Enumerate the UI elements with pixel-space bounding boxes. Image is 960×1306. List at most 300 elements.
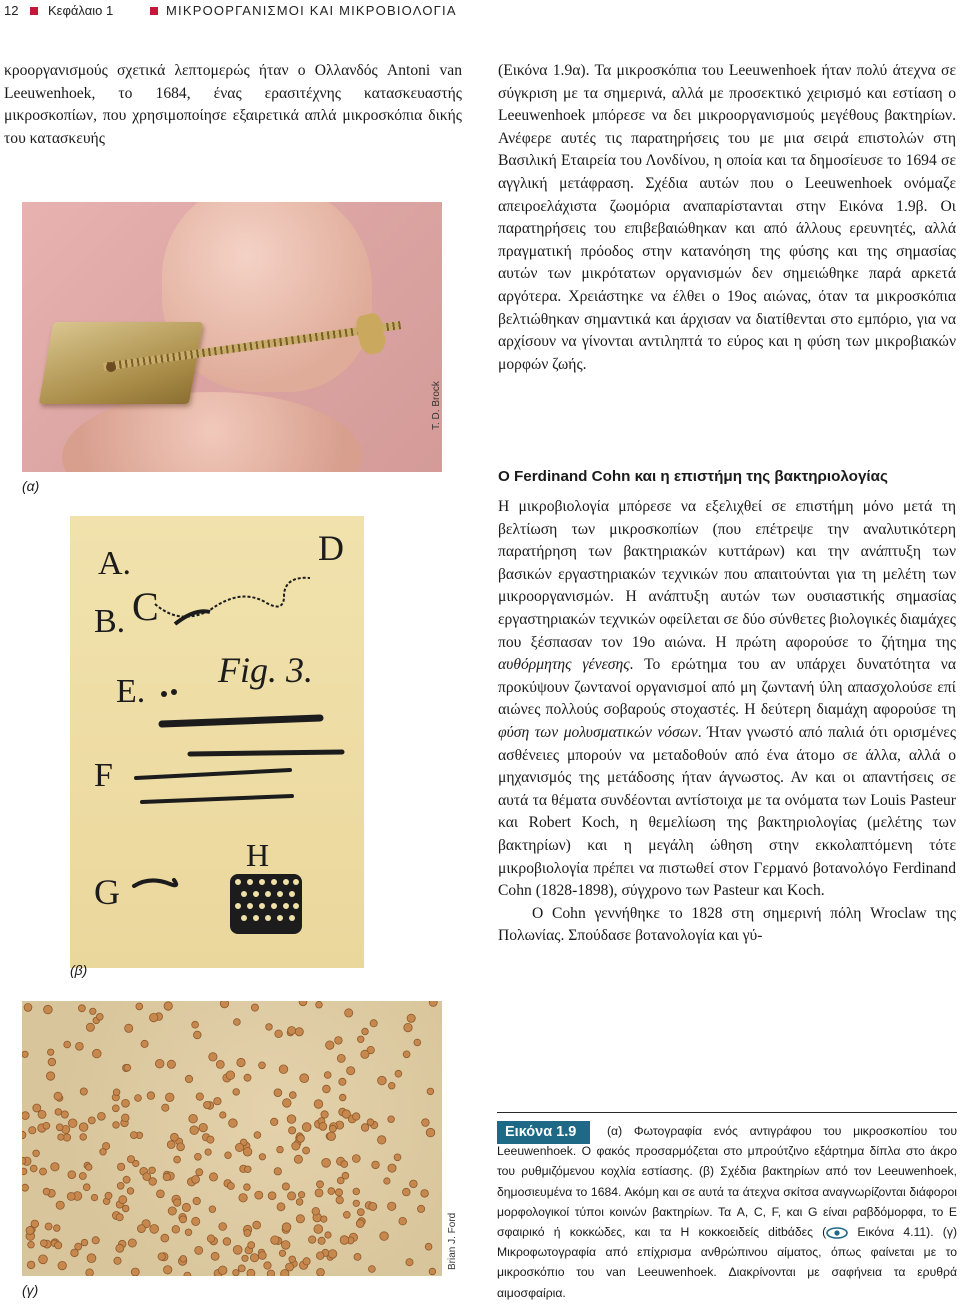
blood-cell (79, 1173, 86, 1180)
blood-cell (87, 1254, 96, 1263)
section-title: ΜΙΚΡΟΟΡΓΑΝΙΣΜΟΙ ΚΑΙ ΜΙΚΡΟΒΙΟΛΟΓΙΑ (166, 3, 457, 18)
blood-cell (289, 1092, 296, 1099)
blood-cell (300, 1074, 309, 1083)
blood-cell (250, 1254, 258, 1262)
blood-cell (22, 1131, 26, 1139)
blood-cell (356, 1220, 364, 1228)
italic-term: αυθόρμητης γένεσης (498, 656, 630, 674)
blood-cell (378, 1076, 387, 1085)
blood-cell (55, 1109, 62, 1116)
blood-cell (22, 1112, 29, 1120)
blood-cell (209, 1173, 217, 1181)
blood-cell (168, 1207, 176, 1215)
blood-cell (235, 1143, 243, 1151)
blood-cell (44, 1005, 53, 1014)
thumb-shape (62, 392, 362, 472)
blood-cell (195, 1153, 202, 1160)
blood-cell (388, 1082, 395, 1089)
blood-cell (29, 1127, 36, 1134)
blood-cell (90, 1008, 96, 1014)
blood-cell (45, 1223, 52, 1230)
blood-cell (288, 1192, 296, 1200)
blood-cell (167, 1060, 175, 1068)
blood-cell (225, 1152, 232, 1159)
blood-cell (254, 1132, 261, 1139)
drawing-caption: Fig. 3. (218, 650, 313, 690)
blood-cell (158, 1253, 165, 1260)
blood-cell (317, 1181, 324, 1188)
blood-cell (367, 1119, 374, 1126)
blood-cell (296, 1215, 304, 1223)
blood-cell (248, 1242, 255, 1249)
blood-cell (71, 1249, 79, 1257)
blood-cell (211, 1252, 219, 1260)
panel-label-c: (γ) (22, 1282, 39, 1298)
blood-cell (297, 1135, 305, 1143)
blood-cell (119, 1196, 127, 1204)
blood-cell (113, 1122, 120, 1129)
blood-cell (33, 1150, 40, 1157)
microscope-photo (22, 202, 442, 472)
figure-caption (497, 1112, 957, 1306)
caption-part: (α) Φωτογραφία ενός αντιγράφου του μικροσκοπίου του Leeuwenhoek. Ο φακός προσαρμόζεται στο μπρούτζινο εξάρτημα δίπλα στο άκρο του ρυθμιζόμενου κοχλία εστίασης. (β) Σχέδια βακτηρίων από τον Leeuwenhoek, δημοσιευμένα το 1684. Ακόμη και σε αυτά τα άτεχνα σκίτσα αναγνωρίζονται διάφοροι μορφολογικοί τύποι κοινών βακτηρίων. Τα A, C, F, και G είναι ραβδόμορφα, το E σφαιρικό ή κοκκώδες, και τα H κοκκοειδείς ditbάδες ( (497, 1124, 957, 1240)
blood-cell (127, 1156, 134, 1163)
blood-cell (127, 1188, 134, 1195)
blood-cell (404, 1023, 412, 1031)
blood-cell (253, 1221, 261, 1229)
blood-cell (209, 1053, 217, 1061)
blood-cell (171, 1133, 179, 1141)
blood-cell (370, 1020, 377, 1027)
blood-cell (399, 1217, 407, 1225)
panel-label-b: (β) (70, 962, 88, 978)
blood-cell (394, 1154, 401, 1161)
blood-cell (149, 1167, 156, 1174)
blood-cell (347, 1067, 355, 1075)
text-run: Η μικροβιολογία μπόρεσε να εξελιχθεί σε επιστήμη μόνο μετά τη βελτίωση των μικροσκοπίων (που επέτρεψε την αναλυτικότερη παρατήρηση των βακτηριακών κυττάρων) και την ανάπτυξη των βασικών εργαστηριακών τεχνικών που απαιτούνται για τη μελέτη των μικροοργανισμών. Η ανάπτυξη αυτών των ουσιαστικής σημασίας εργαστηριακών τεχνικών οφείλεται σε δύο σύνθετες βιολογικές διαμάχες που ξέσπασαν τον 19ο αιώνα. Η πρώτη αφορούσε το ζήτημα της (498, 498, 956, 651)
blood-cell (67, 1192, 75, 1200)
blood-cell (199, 1123, 207, 1131)
square-bullet-icon (30, 7, 38, 15)
blood-cell (22, 1051, 28, 1057)
blood-cell (98, 1112, 106, 1120)
blood-cell (328, 1250, 337, 1259)
lens-dot (106, 362, 116, 372)
blood-cell (220, 1112, 226, 1118)
blood-cell (244, 1074, 251, 1081)
blood-cell (54, 1225, 61, 1232)
blood-cell (418, 1205, 425, 1212)
blood-cell (105, 1192, 112, 1199)
blood-cell (43, 1188, 50, 1195)
blood-cell (114, 1257, 121, 1264)
blood-cell (216, 1060, 224, 1068)
blood-cell (26, 1227, 34, 1235)
paragraph: (Εικόνα 1.9α). Τα μικροσκόπια του Leeuwenhoek ήταν πολύ άτεχνα σε σύγκριση με τα σημερινά, αλλά με προσεκτικό χειρισμό και εστίαση ο Leeuwenhoek μπόρεσε να δει μικροοργανισμούς μεγέθους βακτηρίων. Ανέφερε αυτές τις παρατηρήσεις του με μια σειρά επιστολών στη Βασιλική Εταιρεία του Λονδίνου, η οποία και τα δημοσίευσε το 1694 σε αγγλική μετάφραση. Σχέδια αυτών που ο Leeuwenhoek ονόμαζε απειροελάχιστα ζωομόρια αναπαρίστανται στην Εικόνα 1.9β. Οι παρατηρήσεις του επιβεβαιώθηκαν και από άλλους ερευνητές, αλλά πραγματική πρόοδος στην κατανόηση της φύσης και της σημασίας αυτών των μικρότατων οργανισμών δεν σημειώθηκε παρά αρκετά αργότερα. Χρειάστηκε να έλθει ο 19ος αιώνας, όταν τα μικροσκόπια βελτιώθηκαν σημαντικά και άρχισαν να διατίθενται στο εμπόριο, για να αρχίσουν να γίνονται αντιληπτά το εύρος και η φύση των μικροβιακών μορφών ζωής. (498, 62, 956, 373)
blood-cell (147, 1092, 155, 1100)
blood-cell (117, 1163, 124, 1170)
blood-cell (384, 1178, 390, 1184)
blood-cell (292, 1142, 300, 1150)
blood-cell (150, 1225, 159, 1234)
blood-cell (266, 1024, 273, 1031)
blood-cell (259, 1062, 266, 1069)
blood-cell (316, 1252, 324, 1260)
blood-cell (337, 1054, 345, 1062)
blood-cell (24, 1004, 32, 1012)
blood-cell (314, 1225, 323, 1234)
blood-cell (303, 1258, 310, 1265)
blood-cell (172, 1226, 180, 1234)
blood-cell (80, 1134, 87, 1141)
blood-cell (277, 1203, 285, 1211)
blood-cell (196, 1093, 203, 1100)
blood-cell (336, 1196, 343, 1203)
blood-cell (56, 1124, 63, 1131)
blood-cell (329, 1125, 336, 1132)
blood-cell (335, 1037, 343, 1045)
blood-cell (128, 1239, 136, 1247)
blood-cell (192, 1217, 200, 1225)
blood-cell (353, 1188, 360, 1195)
blood-cell (357, 1036, 364, 1043)
section-heading: O Ferdinand Cohn και η επιστήμη της βακτηριολογίας (498, 468, 888, 485)
blood-cell (403, 1188, 411, 1196)
blood-cell (281, 1241, 290, 1250)
blood-cell (189, 1114, 198, 1123)
blood-cell (116, 1244, 124, 1252)
figure-tag: Εικόνα 1.9 (497, 1121, 590, 1144)
blood-cell (316, 1001, 323, 1008)
blood-cell (354, 1253, 361, 1260)
blood-cell (403, 1051, 410, 1058)
blood-cell (113, 1089, 120, 1096)
blood-cell (429, 1001, 437, 1006)
blood-cell (192, 1176, 200, 1184)
blood-cell (226, 1071, 235, 1080)
blood-cell (93, 1049, 102, 1058)
blood-cell (303, 1147, 310, 1154)
drawing-letter: H (246, 837, 270, 873)
blood-cell (309, 1236, 316, 1243)
blood-cell (279, 1065, 288, 1074)
blood-cell (58, 1261, 66, 1269)
photo-credit-c: Brian J. Ford (447, 1212, 458, 1270)
leeuwenhoek-drawing (70, 516, 364, 968)
paragraph: κροοργανισμούς σχετικά λεπτομερώς ήταν ο Ολλανδός Antoni van Leeuwenhoek, το 1684, ένας ερασιτέχνης κατασκευαστής μικροσκοπίων, που χρησιμοποίησε εξαιρετικά απλά μικροσκόπια δικής του κατασκευής (4, 62, 462, 147)
blood-cell (289, 1127, 296, 1134)
blood-cell (174, 1199, 181, 1206)
blood-cell (192, 1021, 199, 1028)
caption-part: Εικόνα 4.11). (γ) Μικροφωτογραφία από επίχρισμα ανθρώπινου αίματος, όπως φαίνεται με το μικροσκόπιο του van Leeuwenhoek. Διακρίνονται με σαφήνεια τα ερυθρά αιμοσφαίρια. (497, 1225, 957, 1300)
blood-cell (312, 1208, 320, 1216)
blood-cell (325, 1232, 331, 1238)
blood-cell (298, 1192, 304, 1198)
blood-cell (421, 1190, 429, 1198)
blood-cell (426, 1128, 435, 1137)
blood-cell (177, 1143, 185, 1151)
blood-cell (302, 1123, 311, 1132)
blood-cell (131, 1268, 139, 1276)
blood-cell (204, 1101, 211, 1108)
drawing-letter: G (94, 872, 120, 912)
blood-cell (321, 1111, 328, 1118)
blood-cell (372, 1161, 380, 1169)
eye-icon (826, 1227, 848, 1239)
blood-cell (122, 1205, 129, 1212)
blood-cell (323, 1085, 331, 1093)
blood-cell (91, 1194, 97, 1200)
blood-cell (80, 1088, 87, 1095)
blood-cell (233, 1245, 242, 1254)
blood-cell (182, 1203, 190, 1211)
blood-cell (388, 1116, 395, 1123)
blood-cell (78, 1005, 85, 1012)
blood-cell (162, 1104, 169, 1111)
blood-cell (369, 1203, 377, 1211)
blood-cell (339, 1094, 346, 1101)
blood-cell (51, 1163, 59, 1171)
blood-cell (167, 1141, 175, 1149)
blood-cell (117, 1182, 124, 1189)
blood-cell (244, 1230, 251, 1237)
blood-cell (184, 1272, 191, 1276)
blood-cell (190, 1126, 199, 1135)
blood-cell (79, 1123, 88, 1132)
blood-cell (245, 1166, 252, 1173)
blood-cell (345, 1009, 353, 1017)
blood-cell (328, 1188, 335, 1195)
blood-cell (239, 1194, 247, 1202)
blood-cell (86, 1023, 94, 1031)
blood-cell (342, 1172, 349, 1179)
blood-cell (27, 1261, 35, 1269)
blood-cell (414, 1039, 421, 1046)
caption-text (497, 1121, 957, 1303)
blood-cell (46, 1072, 54, 1080)
blood-cell (274, 1168, 281, 1175)
blood-cell (165, 1093, 174, 1102)
blood-cell (61, 1111, 68, 1118)
blood-cell (410, 1180, 418, 1188)
blood-cell (357, 1209, 364, 1216)
blood-cells-micrograph (22, 1001, 442, 1276)
blood-cell (326, 1041, 334, 1049)
blood-cell (40, 1240, 47, 1247)
blood-cell (22, 1157, 26, 1164)
blood-cell (271, 1118, 278, 1125)
blood-cell (340, 1236, 349, 1245)
blood-cell (116, 1214, 123, 1221)
blood-cell (219, 1223, 227, 1231)
blood-cell (122, 1099, 130, 1107)
drawing-letter: F (94, 757, 113, 794)
photo-credit-a: T. D. Brock (431, 381, 442, 430)
blood-cell (283, 1099, 292, 1108)
blood-cell (289, 1256, 296, 1263)
blood-cell (180, 1256, 187, 1263)
blood-cell (205, 1149, 211, 1155)
blood-cell (68, 1171, 76, 1179)
text-run: . Ήταν γνωστό από παλιά ότι ορισμένες ασθένειες μπορούν να μεταδοθούν από ένα άτομο σε άλλα, αλλά ο μηχανισμός της μετάδοσης ήταν άγνωστος. Αν και οι απαντήσεις σε αυτά τα θέματα συνδέονται αντίστοιχα με τα ονόματα των Louis Pasteur και Robert Koch, η θεμελίωση της βακτηριολογίας (μελέτης των βακτηρίων) και η μεγάλη ώθηση στην εκκολαπτόμενη τότε μικροβιολογία πρέπει να πιστωθεί στον Γερμανό βοτανολόγο Ferdinand Cohn (1828-1898), σύγχρονο των Pasteur και Koch. (498, 723, 956, 900)
blood-cell (76, 1042, 84, 1050)
blood-cell (164, 1266, 172, 1274)
blood-cell (223, 1238, 231, 1246)
blood-cell (294, 1155, 302, 1163)
blood-cell (282, 1223, 291, 1232)
blood-cell (64, 1041, 71, 1048)
blood-cell (22, 1184, 29, 1191)
blood-cell (264, 1262, 271, 1269)
blood-cell (422, 1119, 430, 1127)
blood-cell (237, 1058, 245, 1066)
blood-cell (174, 1156, 181, 1163)
blood-cell (296, 1199, 303, 1206)
blood-cell (185, 1075, 192, 1082)
drawing-letter: A. (98, 545, 132, 582)
blood-cell (267, 1270, 274, 1276)
blood-cell (130, 1132, 137, 1139)
blood-cell (124, 1064, 131, 1071)
blood-cell (388, 1202, 396, 1210)
blood-cell (299, 1001, 307, 1006)
blood-cell (339, 1078, 346, 1085)
blood-cell (274, 1089, 282, 1097)
blood-cell (150, 1013, 158, 1021)
blood-cell (388, 1164, 396, 1172)
blood-cell (321, 1216, 327, 1222)
blood-cell (68, 1119, 77, 1128)
blood-cell (287, 1115, 296, 1124)
blood-cell (251, 1004, 258, 1011)
blood-cell (247, 1269, 255, 1276)
blood-cell (427, 1088, 434, 1095)
blood-cell (123, 1176, 130, 1183)
drawing-letter: C (132, 584, 159, 629)
square-bullet-icon (150, 7, 158, 15)
blood-cell (100, 1149, 107, 1156)
blood-cell (352, 1155, 360, 1163)
page-number: 12 (4, 3, 19, 18)
blood-cell (207, 1136, 214, 1143)
blood-cell (40, 1168, 47, 1175)
blood-cell (233, 1089, 240, 1096)
panel-label-a: (α) (22, 478, 40, 494)
blood-cell (193, 1197, 200, 1204)
text-run: . Το ερώτημα του αν υπάρχει δυνατότητα να προκύψουν ζωντανοί οργανισμοί από μη ζωντανή ύλη απασχολούσε επί αιώνες πολλούς σοβαρούς στοχαστές. Η δεύτερη διαμάχη αφορούσε τη (498, 656, 956, 719)
blood-cell (318, 1237, 325, 1244)
blood-cell (335, 1189, 342, 1196)
blood-cell (22, 1168, 27, 1175)
blood-cell (362, 1028, 369, 1035)
blood-cell (112, 1105, 119, 1112)
blood-cell (243, 1148, 252, 1157)
blood-cell (33, 1104, 41, 1112)
blood-cell (282, 1183, 289, 1190)
blood-cell (214, 1098, 221, 1105)
blood-cell (314, 1100, 323, 1109)
blood-cell (88, 1117, 95, 1124)
drawing-letter: B. (94, 603, 126, 640)
blood-cell (81, 1239, 88, 1246)
blood-cell (135, 1095, 142, 1102)
blood-cell (54, 1092, 62, 1100)
blood-cell (92, 1237, 99, 1244)
blood-cell (361, 1124, 369, 1132)
blood-cell (369, 1266, 376, 1273)
blood-cell (96, 1013, 103, 1020)
blood-cell (161, 1234, 169, 1242)
blood-cell (125, 1024, 133, 1032)
blood-cell (395, 1070, 402, 1077)
chapter-title: Κεφάλαιο 1 (48, 3, 114, 18)
blood-cell (180, 1216, 187, 1223)
blood-cell (194, 1031, 202, 1039)
blood-cell (271, 1236, 279, 1244)
blood-cell (319, 1123, 327, 1131)
blood-cell (28, 1241, 35, 1248)
right-column-text (498, 60, 956, 376)
blood-cell (268, 1192, 276, 1200)
blood-cell (39, 1255, 48, 1264)
blood-cell (83, 1184, 90, 1191)
blood-cell (279, 1250, 285, 1256)
blood-cell (218, 1266, 227, 1275)
blood-cell (342, 1110, 350, 1118)
blood-cell (244, 1184, 251, 1191)
blood-cell (48, 1049, 54, 1055)
coccus-cluster (230, 874, 302, 934)
blood-cell (55, 1242, 62, 1249)
blood-cell (234, 1019, 241, 1026)
blood-cell (31, 1220, 39, 1228)
blood-cell (425, 1243, 432, 1250)
blood-cell (315, 1189, 323, 1197)
blood-cell (56, 1201, 64, 1209)
blood-cell (407, 1014, 415, 1022)
blood-cell (220, 1001, 228, 1008)
blood-cell (207, 1235, 214, 1242)
blood-cell (341, 1161, 348, 1168)
blood-cell (281, 1270, 289, 1277)
blood-cell (322, 1158, 331, 1167)
blood-cell (378, 1136, 386, 1144)
blood-cell (163, 1173, 170, 1180)
blood-cell (196, 1169, 203, 1176)
blood-cell (157, 1190, 165, 1198)
blood-cell (327, 1132, 336, 1141)
blood-cell (353, 1113, 360, 1120)
blood-cell (227, 1183, 234, 1190)
blood-cell (406, 1259, 413, 1266)
blood-cell (43, 1122, 50, 1129)
drawing-letter: E. (116, 673, 146, 710)
blood-cell (86, 1269, 94, 1276)
blood-cell (122, 1114, 130, 1122)
blood-cell (30, 1165, 37, 1172)
blood-cell (277, 1146, 284, 1153)
blood-cell (209, 1206, 216, 1213)
blood-cell (343, 1211, 350, 1218)
blood-cell (155, 1059, 164, 1068)
blood-cell (58, 1134, 64, 1140)
blood-cell (324, 1072, 331, 1079)
blood-cell (48, 1058, 56, 1066)
drawing-letter: D (318, 528, 344, 568)
blood-cell (195, 1246, 203, 1254)
blood-cell (275, 1030, 283, 1038)
running-header (0, 0, 960, 24)
